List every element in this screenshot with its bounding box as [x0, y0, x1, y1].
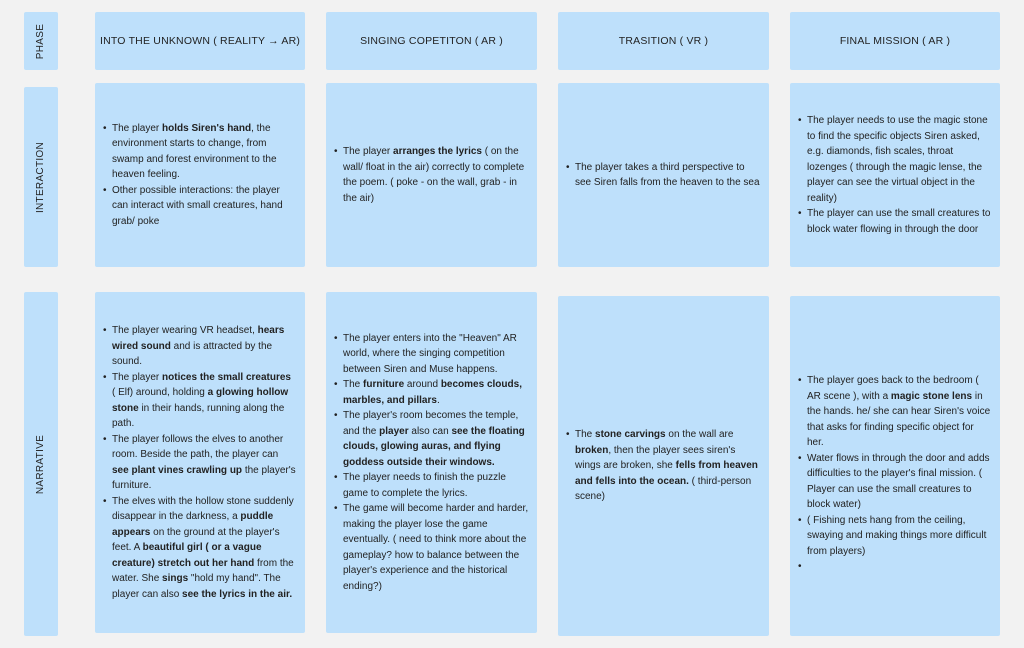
bullet-text: , then the player sees siren's wings are broken, she	[575, 444, 736, 472]
bullet-text: on the ground at the player's feet. A	[112, 526, 280, 553]
bullet-list	[564, 160, 761, 191]
bullet-text: furniture	[363, 379, 405, 391]
bullet-text: from the water. She	[112, 557, 294, 584]
bullet-item	[343, 408, 529, 470]
narrative-cell-1	[95, 292, 305, 633]
bullet-text: The player can use the small creatures to block water flowing in through the door	[807, 208, 991, 235]
bullet-item	[112, 432, 297, 494]
bullet-text: sings	[162, 573, 189, 584]
bullet-text: , the environment starts to change, from swamp and forest environment to the heaven feeling.	[112, 122, 277, 181]
bullet-text: The	[575, 429, 596, 441]
bullet-text: The player	[112, 371, 163, 383]
bullet-text: and is attracted by the sound.	[112, 340, 273, 367]
bullet-text: on the wall are	[665, 429, 734, 441]
bullet-text: in the hands. he/ she can hear Siren's voice that asks for finding specific object for her.	[807, 390, 991, 448]
bullet-item	[807, 206, 992, 237]
bullet-item	[112, 121, 297, 183]
bullet-item	[807, 113, 992, 206]
phase-header-4	[790, 12, 1000, 70]
interaction-cell-3	[558, 83, 769, 267]
bullet-text: see the lyrics in the air.	[182, 588, 293, 600]
bullet-text: see plant vines crawling up	[112, 464, 243, 476]
bullet-list	[101, 121, 297, 230]
phase-header-4-text: FINAL MISSION ( AR )	[839, 35, 951, 47]
phase-header-3	[558, 12, 769, 70]
bullet-list	[564, 427, 761, 505]
bullet-text: hears wired sound	[112, 325, 285, 352]
bullet-item	[343, 331, 529, 378]
narrative-cell-4	[790, 296, 1000, 636]
bullet-text: puddle appears	[112, 511, 274, 538]
bullet-text: becomes clouds, marbles, and pillars	[343, 379, 522, 406]
bullet-text: The player enters into the "Heaven" AR world, where the singing competition between Siren and Muse happens.	[343, 332, 517, 375]
bullet-item	[343, 470, 529, 501]
bullet-text: see the floating clouds, glowing auras, and flying goddess outside their windows.	[343, 425, 525, 468]
bullet-text: The player follows the elves to another room. Beside the path, the player can	[112, 433, 284, 460]
bullet-text: the player's furniture.	[112, 464, 296, 491]
bullet-item	[112, 183, 297, 230]
bullet-text: beautiful girl ( or a vague creature) stretch out her hand	[112, 542, 262, 569]
bullet-item	[112, 370, 297, 432]
interaction-cell-2	[326, 83, 537, 267]
bullet-text: broken	[575, 444, 609, 456]
bullet-text: The player	[112, 122, 163, 134]
phase-header-2	[326, 12, 537, 70]
bullet-item	[807, 513, 992, 560]
row-label-phase-text: PHASE	[35, 23, 47, 59]
bullet-text: stone carvings	[595, 429, 666, 441]
bullet-text: also can	[408, 425, 452, 437]
bullet-text: a glowing hollow stone	[112, 387, 289, 414]
bullet-text: around	[404, 379, 441, 391]
bullet-text: arranges the lyrics	[393, 146, 482, 157]
bullet-text: The	[343, 379, 364, 391]
bullet-list	[332, 144, 529, 206]
bullet-item	[807, 373, 992, 451]
bullet-text: ( Fishing nets hang from the ceiling, swaying and making things more difficult from players)	[807, 514, 987, 557]
bullet-item	[343, 377, 529, 408]
phase-header-1	[95, 12, 305, 70]
bullet-text: Other possible interactions: the player can interact with small creatures, hand grab/ poke	[112, 184, 283, 227]
bullet-list	[796, 373, 992, 559]
bullet-text: The player takes a third perspective to see Siren falls from the heaven to the sea	[575, 161, 760, 188]
bullet-item	[112, 494, 297, 603]
bullet-text: holds Siren's hand	[162, 122, 252, 134]
bullet-list	[101, 323, 297, 602]
interaction-cell-4	[790, 83, 1000, 267]
bullet-text: Water flows in through the door and adds difficulties to the player's final mission. ( Player can use the small creatures to block water)	[807, 452, 990, 510]
bullet-list	[332, 331, 529, 595]
row-label-interaction-text: INTERACTION	[35, 141, 47, 213]
phase-header-2-text: SINGING COPETITON ( AR )	[360, 35, 503, 47]
bullet-text: "hold my hand". The player can also	[112, 573, 281, 600]
narrative-cell-3	[558, 296, 769, 636]
bullet-item	[343, 501, 529, 594]
bullet-text: The player needs to finish the puzzle game to complete the lyrics.	[343, 472, 506, 499]
bullet-text: notices the small creatures	[162, 371, 291, 383]
phase-header-1-text: INTO THE UNKNOWN ( REALITY → AR)	[99, 35, 301, 47]
phase-header-3-text: TRASITION ( VR )	[618, 35, 709, 47]
row-label-interaction	[24, 87, 58, 267]
bullet-item	[575, 427, 761, 505]
bullet-text: The player	[343, 146, 394, 157]
bullet-text: The player needs to use the magic stone to find the specific objects Siren asked, e.g. diamonds, fish scales, throat lozenges ( through the magic lense, the player can see the virtual object in the reality)	[807, 115, 988, 204]
bullet-text: .	[436, 394, 440, 406]
bullet-text: The game will become harder and harder, making the player lose the game eventually. ( need to think more about the gameplay? how to balance between the player's experience and the historical ending?)	[343, 503, 529, 592]
row-label-narrative-text: NARRATIVE	[35, 434, 47, 494]
bullet-text: The player goes back to the bedroom ( AR scene ), with a	[807, 375, 979, 402]
interaction-cell-1	[95, 83, 305, 267]
bullet-text: ( on the wall/ float in the air) correctly to complete the poem. ( poke - on the wall, grab - in the air)	[343, 146, 525, 204]
bullet-item	[112, 323, 297, 370]
bullet-text: The elves with the hollow stone suddenly disappear in the darkness, a	[112, 495, 294, 522]
bullet-text: The player wearing VR headset,	[112, 325, 258, 336]
bullet-text: magic stone lens	[890, 390, 973, 402]
bullet-text: fells from heaven and fells into the ocean.	[575, 460, 758, 487]
bullet-text: The player's room becomes the temple, and the	[343, 410, 519, 437]
row-label-narrative	[24, 292, 58, 636]
bullet-text: in their hands, running along the path.	[112, 402, 285, 429]
bullet-text: ( Elf) around, holding	[112, 387, 208, 398]
bullet-item	[343, 144, 529, 206]
bullet-item	[575, 160, 761, 191]
bullet-item	[807, 451, 992, 513]
narrative-cell-2	[326, 292, 537, 633]
bullet-text: player	[379, 425, 409, 437]
bullet-text: ( third-person scene)	[575, 475, 752, 503]
bullet-list	[796, 113, 992, 237]
row-label-phase	[24, 12, 58, 70]
